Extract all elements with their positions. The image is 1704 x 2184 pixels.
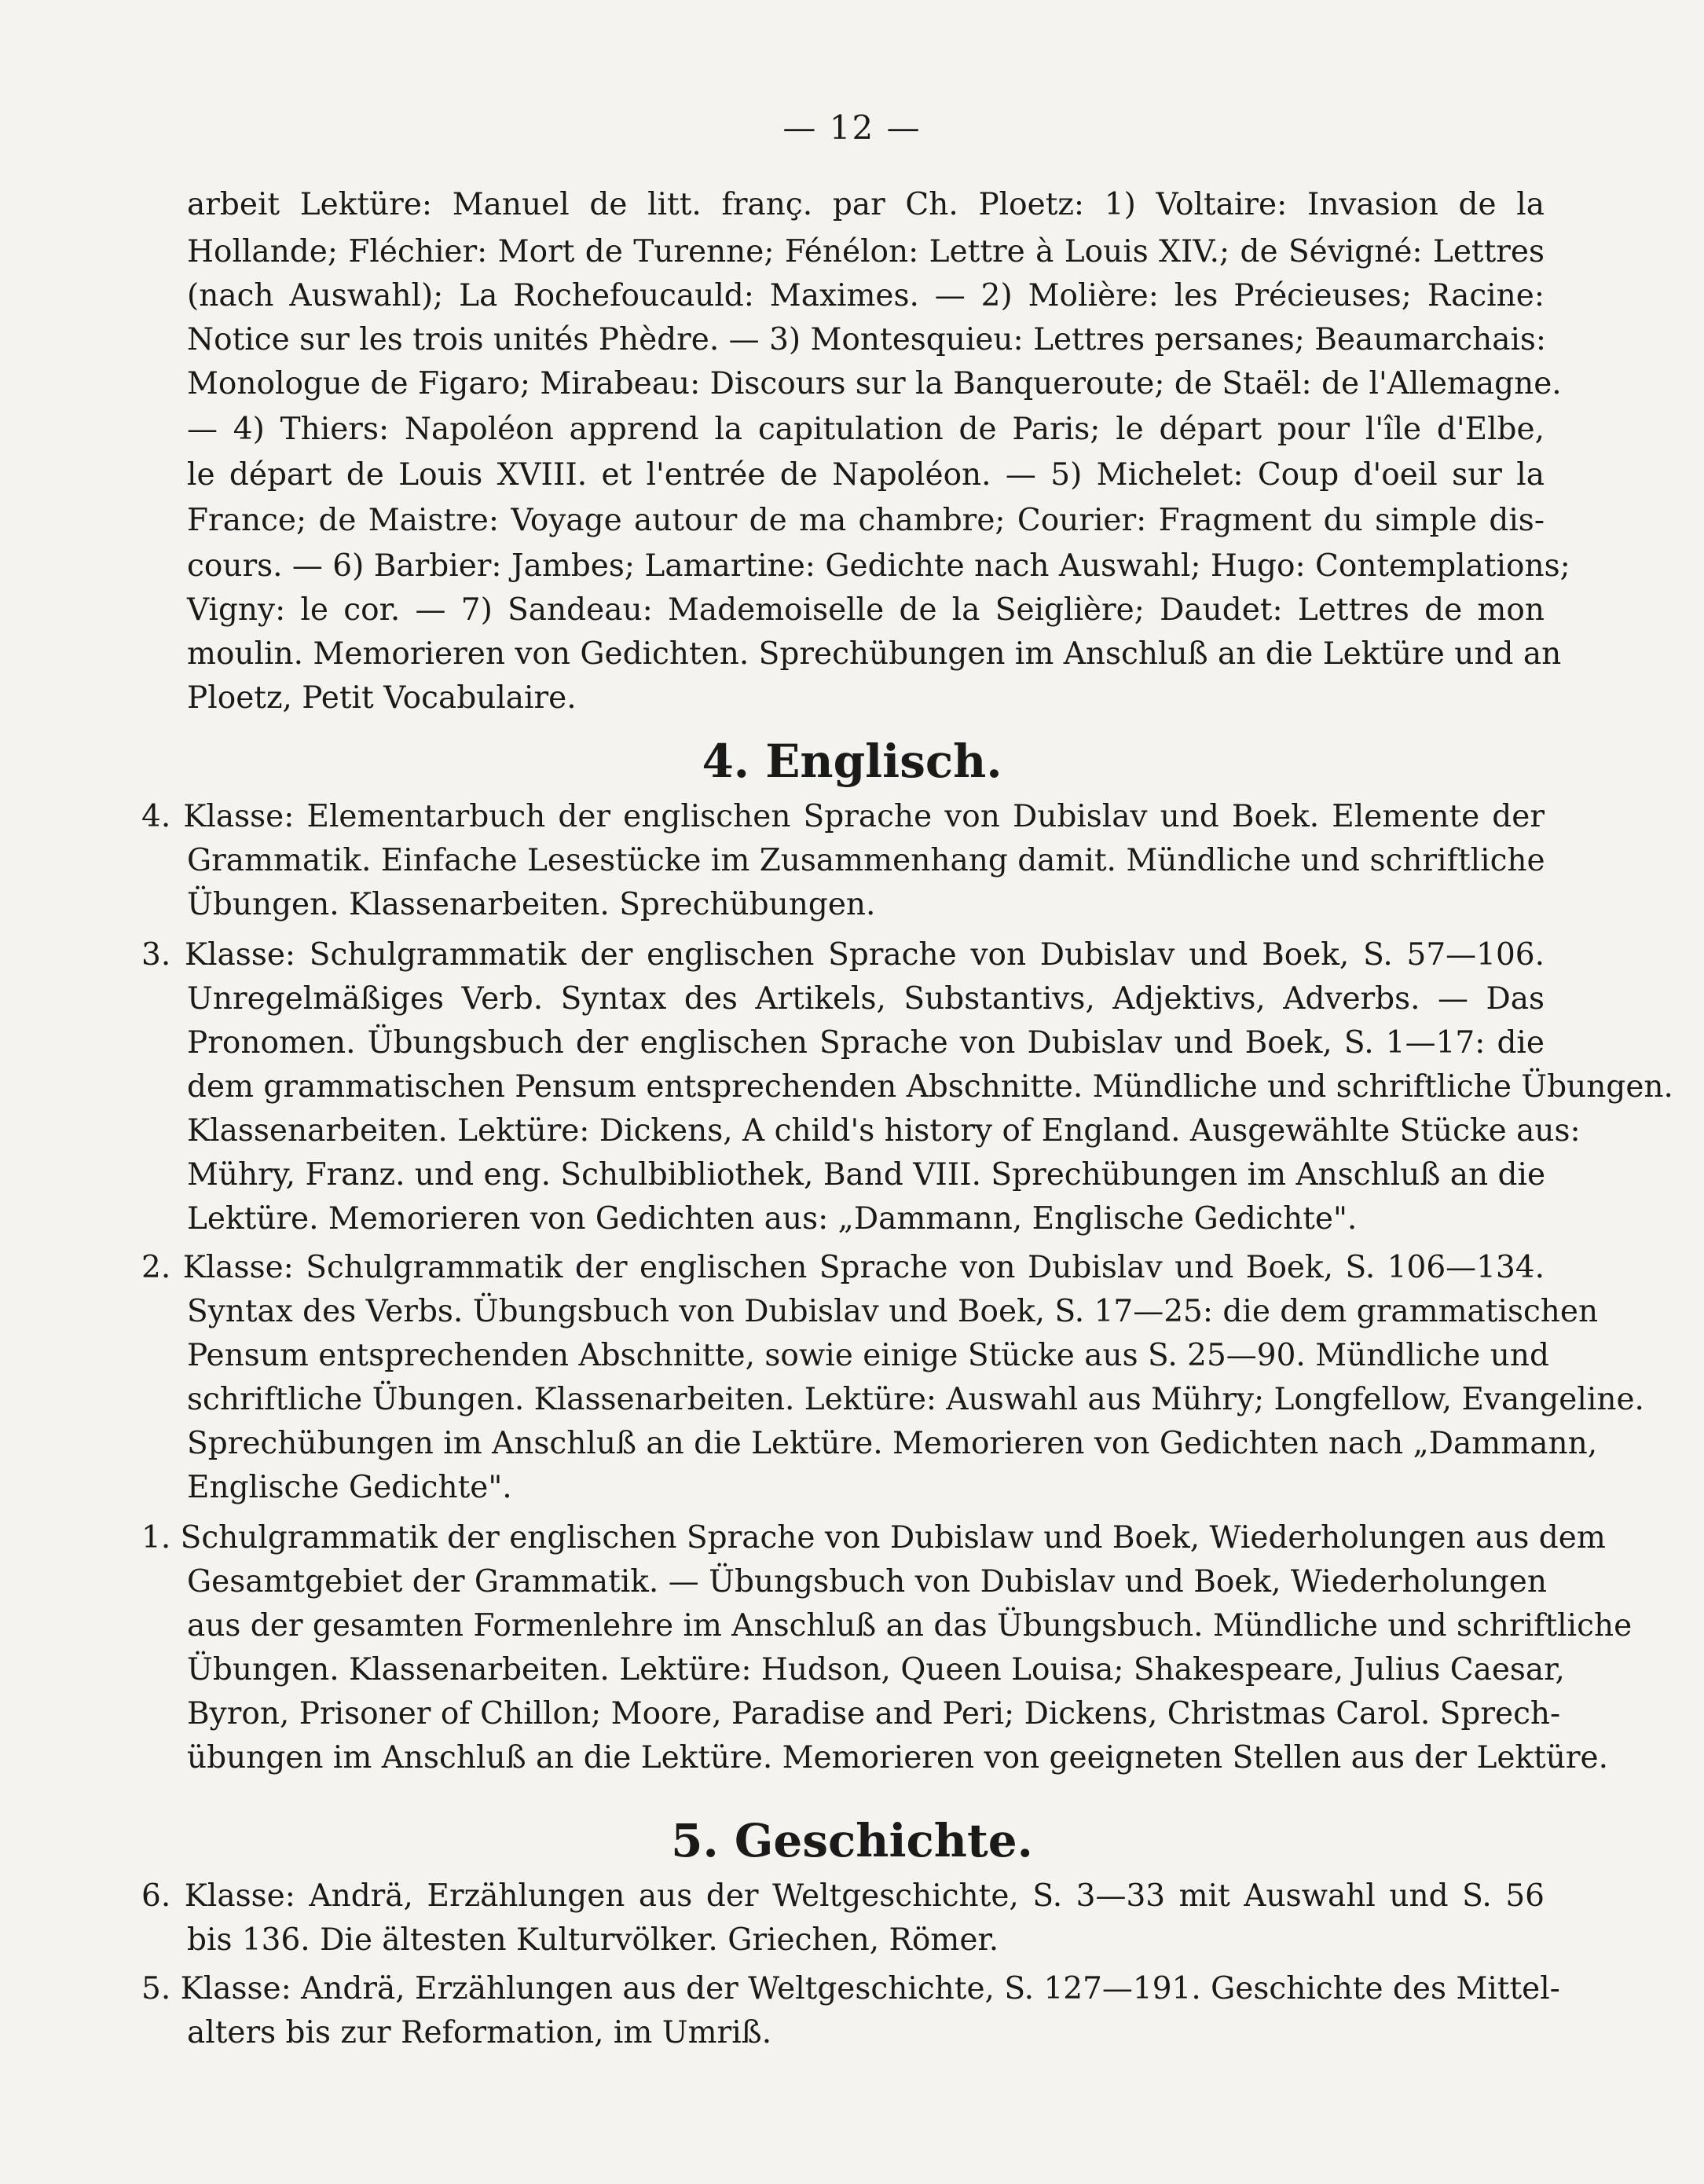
text-line: Englische Gedichte". xyxy=(187,1470,512,1505)
text-line: 4. Klasse: Elementarbuch der englischen Sprache von Dubislav und Boek. Elemente der xyxy=(141,799,1545,834)
text-line: Pensum entsprechenden Abschnitte, sowie einige Stücke aus S. 25—90. Mündliche und xyxy=(187,1338,1549,1373)
text-line: Monologue de Figaro; Mirabeau: Discours sur la Banqueroute; de Staël: de l'Allemagne. xyxy=(187,366,1562,401)
section-heading-geschichte: 5. Geschichte. xyxy=(671,1814,1033,1867)
text-line: Grammatik. Einfache Lesestücke im Zusammenhang damit. Mündliche und schriftliche xyxy=(187,843,1545,878)
text-line: 2. Klasse: Schulgrammatik der englischen Sprache von Dubislav und Boek, S. 106—134. xyxy=(141,1250,1545,1285)
text-line: Lektüre. Memorieren von Gedichten aus: „Dammann, Englische Gedichte". xyxy=(187,1201,1358,1237)
text-line: Pronomen. Übungsbuch der englischen Sprache von Dubislav und Boek, S. 1—17: die xyxy=(187,1025,1545,1061)
text-line: Notice sur les trois unités Phèdre. — 3) Montesquieu: Lettres persanes; Beaumarchais: xyxy=(187,322,1547,357)
text-line: Syntax des Verbs. Übungsbuch von Dubislav und Boek, S. 17—25: die dem grammatischen xyxy=(187,1294,1599,1329)
text-line: 3. Klasse: Schulgrammatik der englischen Sprache von Dubislav und Boek, S. 57—106. xyxy=(141,937,1545,973)
text-line: (nach Auswahl); La Rochefoucauld: Maximes. — 2) Molière: les Précieuses; Racine: xyxy=(187,278,1545,313)
text-line: 1. Schulgrammatik der englischen Sprache von Dubislaw und Boek, Wiederholungen aus dem xyxy=(141,1520,1606,1556)
text-line: France; de Maistre: Voyage autour de ma chambre; Courier: Fragment du simple dis- xyxy=(187,503,1545,538)
text-line: Mühry, Franz. und eng. Schulbibliothek, Band VIII. Sprechübungen im Anschluß an die xyxy=(187,1157,1546,1193)
text-line: bis 136. Die ältesten Kulturvölker. Griechen, Römer. xyxy=(187,1922,999,1958)
text-line: Ploetz, Petit Vocabulaire. xyxy=(187,680,577,716)
text-line: schriftliche Übungen. Klassenarbeiten. Lektüre: Auswahl aus Mühry; Longfellow, Evangeline. xyxy=(187,1382,1644,1417)
text-line: Hollande; Fléchier: Mort de Turenne; Fénélon: Lettre à Louis XIV.; de Sévigné: Lettres xyxy=(187,234,1545,269)
text-line: übungen im Anschluß an die Lektüre. Memorieren von geeigneten Stellen aus der Lektüre. xyxy=(187,1740,1608,1775)
text-line: Gesamtgebiet der Grammatik. — Übungsbuch von Dubislav und Boek, Wiederholungen xyxy=(187,1564,1547,1600)
text-line: Unregelmäßiges Verb. Syntax des Artikels, Substantivs, Adjektivs, Adverbs. — Das xyxy=(187,981,1545,1017)
text-line: — 4) Thiers: Napoléon apprend la capitulation de Paris; le départ pour l'île d'Elbe, xyxy=(187,412,1545,447)
text-line: aus der gesamten Formenlehre im Anschluß an das Übungsbuch. Mündliche und schriftliche xyxy=(187,1608,1633,1643)
text-line: le départ de Louis XVIII. et l'entrée de Napoléon. — 5) Michelet: Coup d'oeil sur la xyxy=(187,457,1545,493)
text-line: Übungen. Klassenarbeiten. Sprechübungen. xyxy=(187,887,876,922)
text-line: Vigny: le cor. — 7) Sandeau: Mademoiselle de la Seiglière; Daudet: Lettres de mon xyxy=(187,592,1545,628)
text-line: moulin. Memorieren von Gedichten. Sprechübungen im Anschluß an die Lektüre und an xyxy=(187,636,1562,672)
text-line: cours. — 6) Barbier: Jambes; Lamartine: Gedichte nach Auswahl; Hugo: Contemplations; xyxy=(187,548,1570,584)
text-line: Klassenarbeiten. Lektüre: Dickens, A child's history of England. Ausgewählte Stücke aus: xyxy=(187,1113,1581,1149)
text-line: Übungen. Klassenarbeiten. Lektüre: Hudson, Queen Louisa; Shakespeare, Julius Caesar, xyxy=(187,1652,1565,1687)
text-line: Byron, Prisoner of Chillon; Moore, Paradise and Peri; Dickens, Christmas Carol. Sprech- xyxy=(187,1696,1561,1731)
text-line: alters bis zur Reformation, im Umriß. xyxy=(187,2015,772,2050)
text-line: arbeit Lektüre: Manuel de litt. franç. par Ch. Ploetz: 1) Voltaire: Invasion de la xyxy=(187,187,1545,222)
text-line: dem grammatischen Pensum entsprechenden Abschnitte. Mündliche und schriftliche Übungen. xyxy=(187,1069,1673,1105)
text-line: Sprechübungen im Anschluß an die Lektüre. Memorieren von Gedichten nach „Dammann, xyxy=(187,1426,1598,1461)
text-line: 5. Klasse: Andrä, Erzählungen aus der Weltgeschichte, S. 127—191. Geschichte des Mittel- xyxy=(141,1971,1560,2006)
text-line: 6. Klasse: Andrä, Erzählungen aus der Weltgeschichte, S. 3—33 mit Auswahl und S. 56 xyxy=(141,1878,1545,1914)
section-heading-englisch: 4. Englisch. xyxy=(702,735,1002,788)
page-number: — 12 — xyxy=(782,108,922,147)
